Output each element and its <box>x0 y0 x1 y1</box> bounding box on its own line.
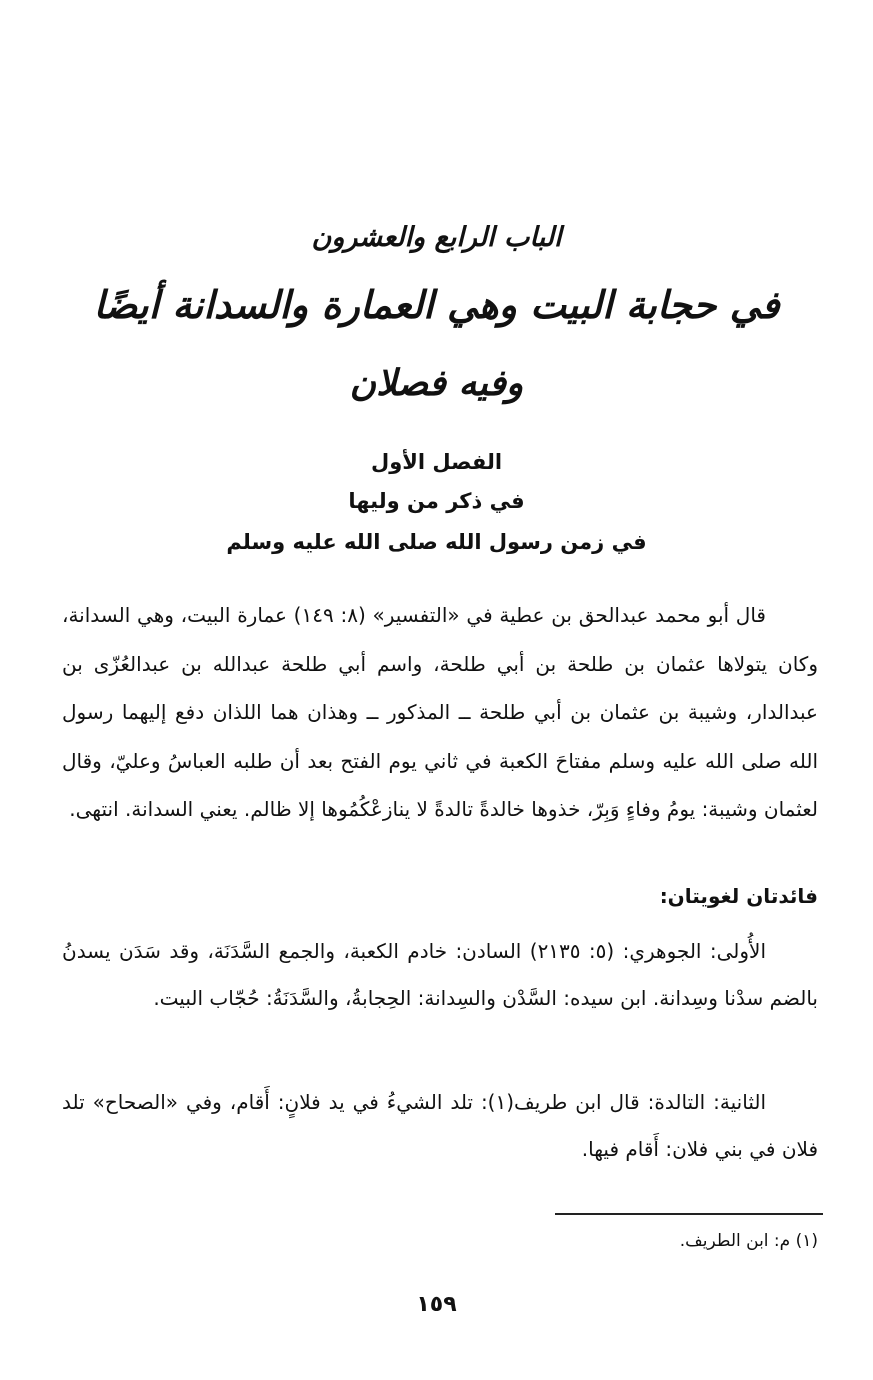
chapter-title: في حجابة البيت وهي العمارة والسدانة أيضًا <box>93 282 780 327</box>
section-title: الفصل الأول <box>370 450 503 474</box>
footnote-divider <box>555 1213 823 1215</box>
second-benefit-paragraph: الثانية: التالدة: قال ابن طريف(١): تلد الشيءُ في يد فلانٍ: أَقام، وفي «الصحاح» تلد فلان في بني فلان: أَقام فيها. <box>62 1090 818 1161</box>
first-benefit-paragraph: الأُولى: الجوهري: (٥: ٢١٣٥) السادن: خادم الكعبة، والجمع السَّدَنَة، وقد سَدَن يسدنُ بالضم سدْنا وسِدانة. ابن سيده: السَّدْن والسِدانة: الحِجابةُ، والسَّدَنَةُ: حُجّاب البيت. <box>62 939 818 1010</box>
section-subtitle-1: في ذكر من وليها <box>348 489 525 513</box>
section-subtitle-2: في زمن رسول الله صلى الله عليه وسلم <box>226 530 647 554</box>
chapter-label: الباب الرابع والعشرون <box>311 222 562 253</box>
page-number: ١٥٩ <box>416 1292 457 1317</box>
chapter-sections-note: وفيه فصلان <box>349 362 524 404</box>
main-paragraph: قال أبو محمد عبدالحق بن عطية في «التفسير» (٨: ١٤٩) عمارة البيت، وهي السدانة، وكان يتولاها عثمان بن طلحة بن أبي طلحة، واسم أبي طلحة عبدالله بن عبدالعُزّى بن عبدالدار، وشيبة بن عثمان بن أبي طلحة ــ المذكور ــ وهذان هما اللذان دفع إليهما رسول الله صلى الله عليه وسلم مفتاحَ الكعبة في ثاني يوم الفتح بعد أن طلبه العباسُ وعليّ، وقال لعثمان وشيبة: يومُ وفاءٍ وَبِرّ، خذوها خالدةً تالدةً لا ينازعْكُمُوها إلا ظالم. يعني السدانة. انتهى. <box>62 603 818 821</box>
footnote: (١) م: ابن الطريف. <box>679 1231 818 1251</box>
benefits-heading: فائدتان لغويتان: <box>659 884 818 908</box>
